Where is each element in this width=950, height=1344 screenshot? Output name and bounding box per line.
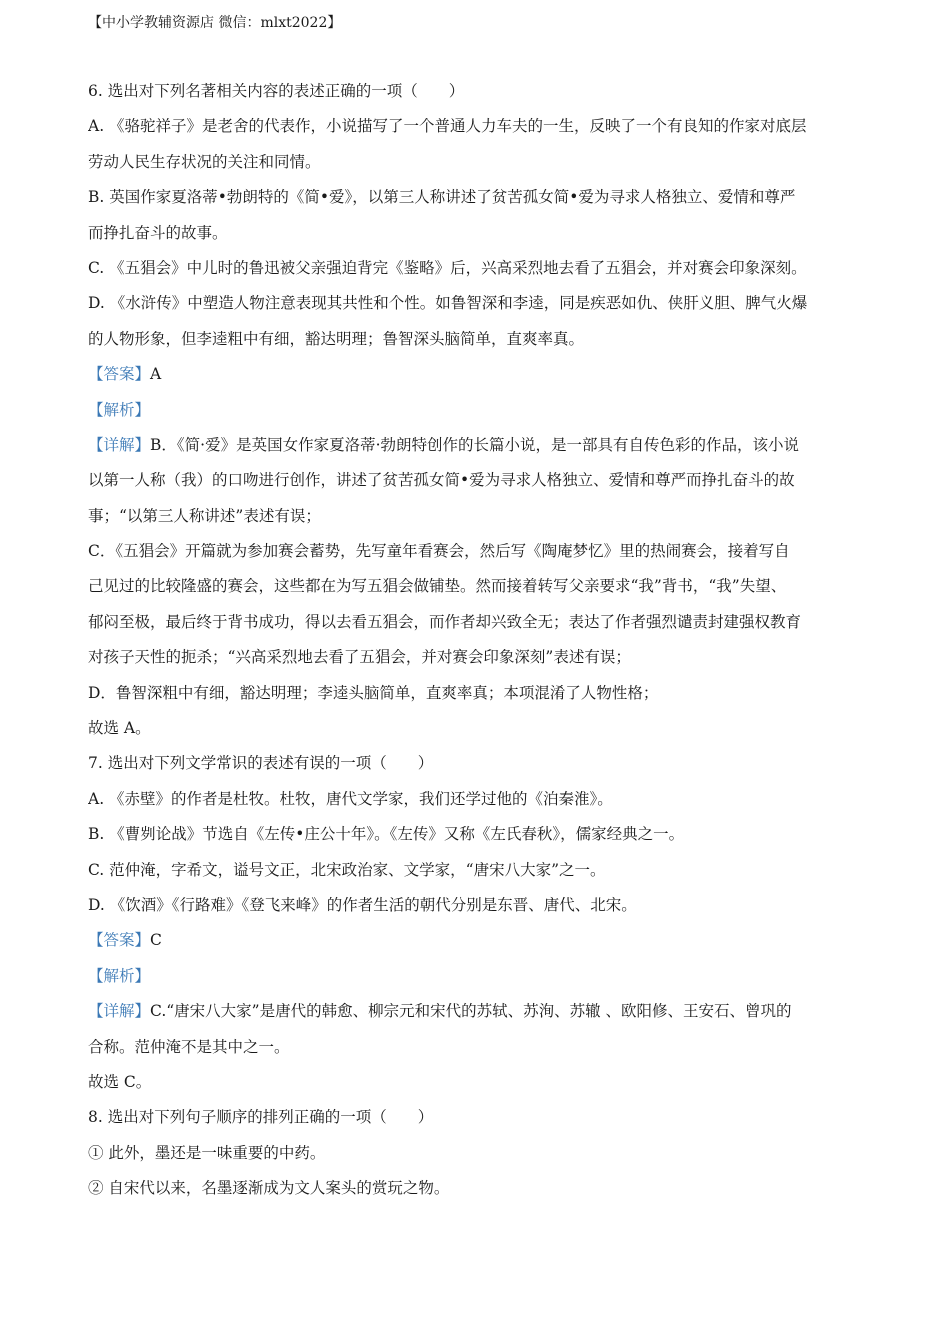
section-tag: 【答案】 [88,365,151,384]
line-text: 对孩子天性的扼杀；“兴高采烈地去看了五猖会，并对赛会印象深刻”表述有误； [88,648,631,667]
line-text: C.“唐宋八大家”是唐代的韩愈、柳宗元和宋代的苏轼、苏洵、苏辙 、欧阳修、王安石、曾巩的 [150,1002,792,1021]
text-line [88,288,868,323]
line-text: 而挣扎奋斗的故事。 [88,223,228,242]
line-text: ② 自宋代以来，名墨逐渐成为文人案头的赏玩之物。 [88,1179,450,1198]
line-text: 故选 C。 [88,1072,152,1091]
text-line [88,1173,868,1208]
text-line [88,1067,868,1102]
text-line [88,465,868,500]
header-note: 【中小学教辅资源店 微信：mlxt2022】 [88,15,342,31]
text-line [88,253,868,288]
line-text: C. 《五猖会》中儿时的鲁迅被父亲强迫背完《鉴略》后，兴高采烈地去看了五猖会，并对赛会印象深刻。 [88,258,807,277]
text-line [88,890,868,925]
section-tag: 【解析】 [88,966,151,985]
text-line [88,501,868,536]
text-line [88,536,868,571]
text-line [88,395,868,430]
text-line [88,996,868,1031]
line-text: 事；“以第三人称讲述”表述有误； [88,506,321,525]
text-line [88,1138,868,1173]
line-text: C [150,931,162,950]
line-text: 以第一人称（我）的口吻进行创作，讲述了贫苦孤女简•爱为寻求人格独立、爱情和尊严而挣扎奋斗的故 [88,471,795,490]
section-tag: 【详解】 [88,435,151,454]
text-line [88,748,868,783]
text-line [88,925,868,960]
text-line [88,855,868,890]
line-text: C．《五猖会》开篇就为参加赛会蓄势，先写童年看赛会，然后写《陶庵梦忆》里的热闹赛会，接着写自 [88,542,790,561]
line-text: 8. 选出对下列句子顺序的排列正确的一项（ ） [88,1108,434,1127]
line-text: 己见过的比较隆盛的赛会，这些都在为写五猖会做铺垫。然而接着转写父亲要求“我”背书，“我”失望、 [88,577,787,596]
text-line [88,1102,868,1137]
line-text: 7. 选出对下列文学常识的表述有误的一项（ ） [88,754,434,773]
line-text: D. 《水浒传》中塑造人物注意表现其共性和个性。如鲁智深和李逵，同是疾恶如仇、侠肝义胆、脾气火爆 [88,294,808,313]
text-line [88,819,868,854]
line-text: ① 此外，墨还是一味重要的中药。 [88,1143,326,1162]
text-line [88,784,868,819]
line-text: C. 范仲淹，字希文，谥号文正，北宋政治家、文学家，“唐宋八大家”之一。 [88,860,606,879]
text-line [88,642,868,677]
section-tag: 【答案】 [88,931,151,950]
line-text: D．鲁智深粗中有细，豁达明理；李逵头脑简单，直爽率真；本项混淆了人物性格； [88,683,659,702]
line-text: 劳动人民生存状况的关注和同情。 [88,152,321,171]
text-line [88,430,868,465]
line-text: A [150,365,162,384]
section-tag: 【解析】 [88,400,151,419]
line-text: B. 《曹刿论战》节选自《左传•庄公十年》。《左传》又称《左氏春秋》，儒家经典之一。 [88,825,685,844]
text-line [88,713,868,748]
text-line [88,678,868,713]
text-line [88,76,868,111]
line-text: D. 《饮酒》《行路难》《登飞来峰》的作者生活的朝代分别是东晋、唐代、北宋。 [88,895,637,914]
line-text: 合称。范仲淹不是其中之一。 [88,1037,290,1056]
text-line [88,1032,868,1067]
line-text: A. 《赤壁》的作者是杜牧。杜牧，唐代文学家，我们还学过他的《泊秦淮》。 [88,789,613,808]
line-text: 故选 A。 [88,719,151,738]
text-line [88,324,868,359]
line-text: 郁闷至极，最后终于背书成功，得以去看五猖会，而作者却兴致全无；表达了作者强烈谴责封建强权教育 [88,612,802,631]
line-text: B. 英国作家夏洛蒂•勃朗特的《简•爱》，以第三人称讲述了贫苦孤女简•爱为寻求人格独立、爱情和尊严 [88,188,796,207]
section-tag: 【详解】 [88,1002,151,1021]
text-line [88,607,868,642]
text-line [88,359,868,394]
text-line [88,571,868,606]
text-line [88,147,868,182]
text-line [88,218,868,253]
line-text: A. 《骆驼祥子》是老舍的代表作，小说描写了一个普通人力车夫的一生，反映了一个有良知的作家对底层 [88,117,807,136]
text-line [88,961,868,996]
text-line [88,182,868,217]
line-text: B．《简·爱》是英国女作家夏洛蒂·勃朗特创作的长篇小说，是一部具有自传色彩的作品，该小说 [150,435,800,454]
line-text: 6. 选出对下列名著相关内容的表述正确的一项（ ） [88,82,465,100]
line-text: 的人物形象，但李逵粗中有细，豁达明理；鲁智深头脑简单，直爽率真。 [88,329,585,348]
text-line [88,111,868,146]
document-body [88,76,868,1209]
